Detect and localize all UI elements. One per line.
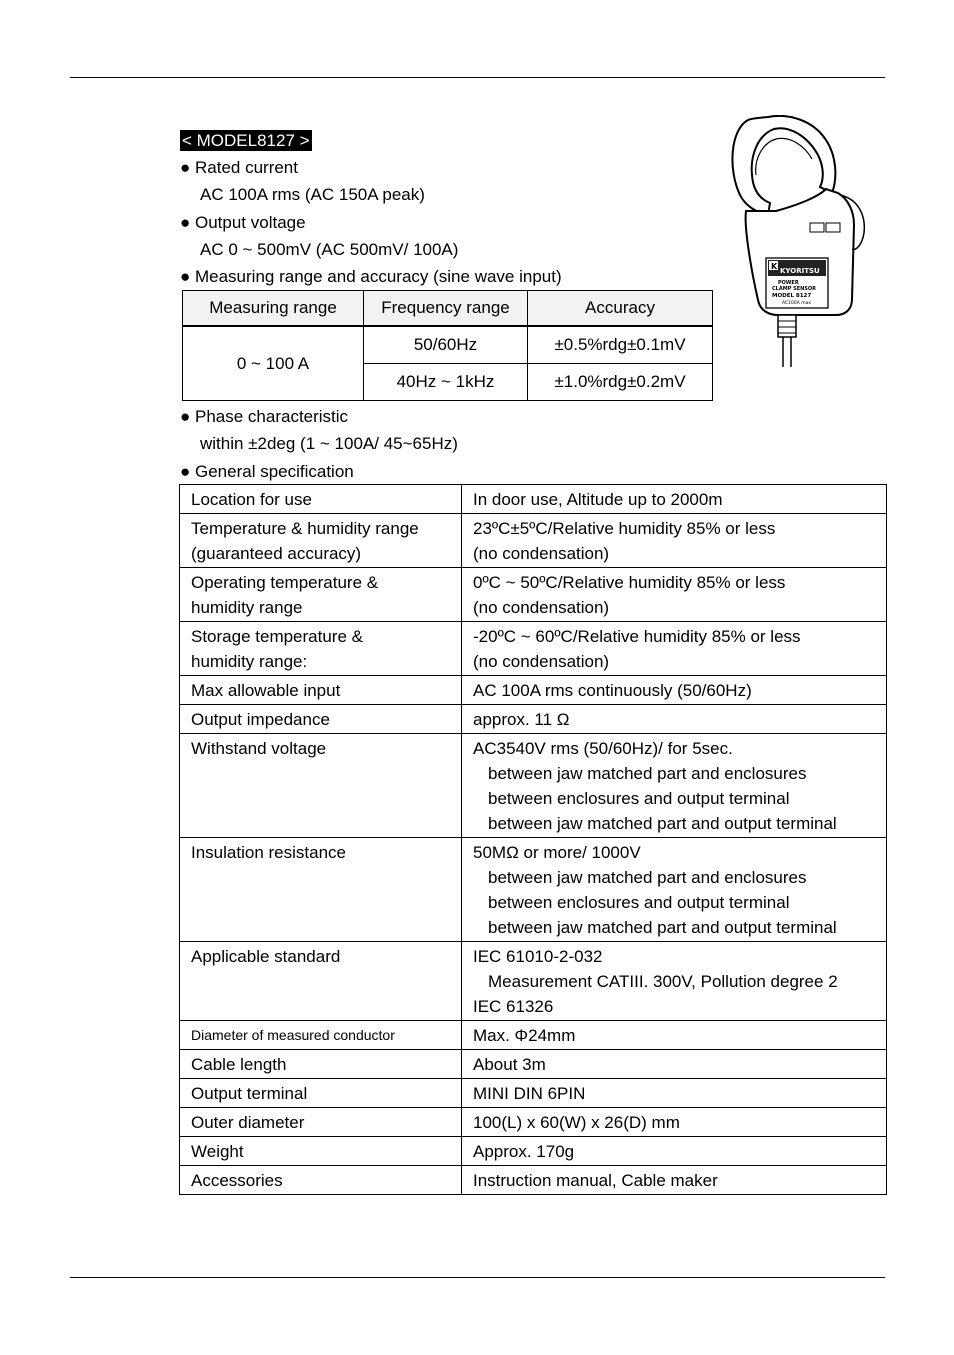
spec-key: Location for use <box>180 485 462 514</box>
spec-key: Temperature & humidity range (guaranteed accuracy) <box>180 514 462 568</box>
spec-value: AC3540V rms (50/60Hz)/ for 5sec. between jaw matched part and enclosures between enclosures and output terminal between jaw matched part and output terminal <box>462 734 887 838</box>
accuracy-table <box>182 290 713 401</box>
frequency-value: 50/60Hz <box>364 326 528 364</box>
clamp-line3: MODEL 8127 <box>772 293 812 299</box>
clamp-sensor-illustration <box>728 115 868 370</box>
col-frequency-range: Frequency range <box>364 291 528 327</box>
general-heading: ● General specification <box>180 462 354 481</box>
spec-key: Insulation resistance <box>180 838 462 942</box>
table-row <box>180 676 887 705</box>
table-row <box>180 705 887 734</box>
rated-current-heading: ● Rated current <box>180 158 298 177</box>
output-voltage-heading: ● Output voltage <box>180 213 306 232</box>
header-rule <box>70 77 885 78</box>
clamp-brand: KYORITSU <box>780 267 820 275</box>
frequency-value: 40Hz ~ 1kHz <box>364 364 528 401</box>
spec-value: IEC 61010-2-032 Measurement CATIII. 300V, Pollution degree 2 IEC 61326 <box>462 942 887 1021</box>
clamp-line2: CLAMP SENSOR <box>772 286 817 292</box>
table-row <box>180 1137 887 1166</box>
table-row <box>180 485 887 514</box>
table-row <box>180 1021 887 1050</box>
table-row <box>180 942 887 1021</box>
general-spec-table <box>179 484 887 1195</box>
spec-value: 100(L) x 60(W) x 26(D) mm <box>462 1108 887 1137</box>
spec-key: Output terminal <box>180 1079 462 1108</box>
spec-key: Storage temperature & humidity range: <box>180 622 462 676</box>
measuring-heading: ● Measuring range and accuracy (sine wave input) <box>180 267 562 286</box>
svg-text:K: K <box>771 262 778 271</box>
spec-value: MINI DIN 6PIN <box>462 1079 887 1108</box>
spec-value: 23ºC±5ºC/Relative humidity 85% or less (no condensation) <box>462 514 887 568</box>
spec-key: Withstand voltage <box>180 734 462 838</box>
spec-value: 50MΩ or more/ 1000V between jaw matched part and enclosures between enclosures and output terminal between jaw matched part and output terminal <box>462 838 887 942</box>
spec-value: -20ºC ~ 60ºC/Relative humidity 85% or less (no condensation) <box>462 622 887 676</box>
clamp-line1: POWER <box>778 280 799 286</box>
output-voltage-value: AC 0 ~ 500mV (AC 500mV/ 100A) <box>200 240 459 259</box>
spec-value: AC 100A rms continuously (50/60Hz) <box>462 676 887 705</box>
table-row <box>180 1079 887 1108</box>
table-row <box>180 514 887 568</box>
spec-key: Diameter of measured conductor <box>180 1021 462 1050</box>
spec-key: Weight <box>180 1137 462 1166</box>
table-row <box>180 1166 887 1195</box>
col-accuracy: Accuracy <box>528 291 713 327</box>
phase-value: within ±2deg (1 ~ 100A/ 45~65Hz) <box>200 434 458 453</box>
spec-key: Outer diameter <box>180 1108 462 1137</box>
spec-value: Approx. 170g <box>462 1137 887 1166</box>
phase-heading: ● Phase characteristic <box>180 407 349 426</box>
accuracy-value: ±1.0%rdg±0.2mV <box>528 364 713 401</box>
spec-key: Applicable standard <box>180 942 462 1021</box>
table-row <box>180 622 887 676</box>
spec-key: Output impedance <box>180 705 462 734</box>
spec-value: About 3m <box>462 1050 887 1079</box>
spec-key: Accessories <box>180 1166 462 1195</box>
spec-key: Operating temperature & humidity range <box>180 568 462 622</box>
clamp-line4: AC100A max <box>782 301 812 306</box>
model-heading: < MODEL8127 > <box>182 131 310 150</box>
rated-current-value: AC 100A rms (AC 150A peak) <box>200 185 425 204</box>
spec-value: In door use, Altitude up to 2000m <box>462 485 887 514</box>
accuracy-value: ±0.5%rdg±0.1mV <box>528 326 713 364</box>
footer-rule <box>70 1277 885 1278</box>
spec-value: approx. 11 Ω <box>462 705 887 734</box>
table-row <box>180 1050 887 1079</box>
table-row <box>180 734 887 838</box>
spec-value: Max. Φ24mm <box>462 1021 887 1050</box>
table-row <box>180 568 887 622</box>
spec-value: 0ºC ~ 50ºC/Relative humidity 85% or less (no condensation) <box>462 568 887 622</box>
table-row <box>180 1108 887 1137</box>
spec-key: Max allowable input <box>180 676 462 705</box>
table-row <box>180 838 887 942</box>
spec-key: Cable length <box>180 1050 462 1079</box>
spec-value: Instruction manual, Cable maker <box>462 1166 887 1195</box>
col-measuring-range: Measuring range <box>183 291 364 327</box>
measuring-range-value: 0 ~ 100 A <box>183 326 364 401</box>
